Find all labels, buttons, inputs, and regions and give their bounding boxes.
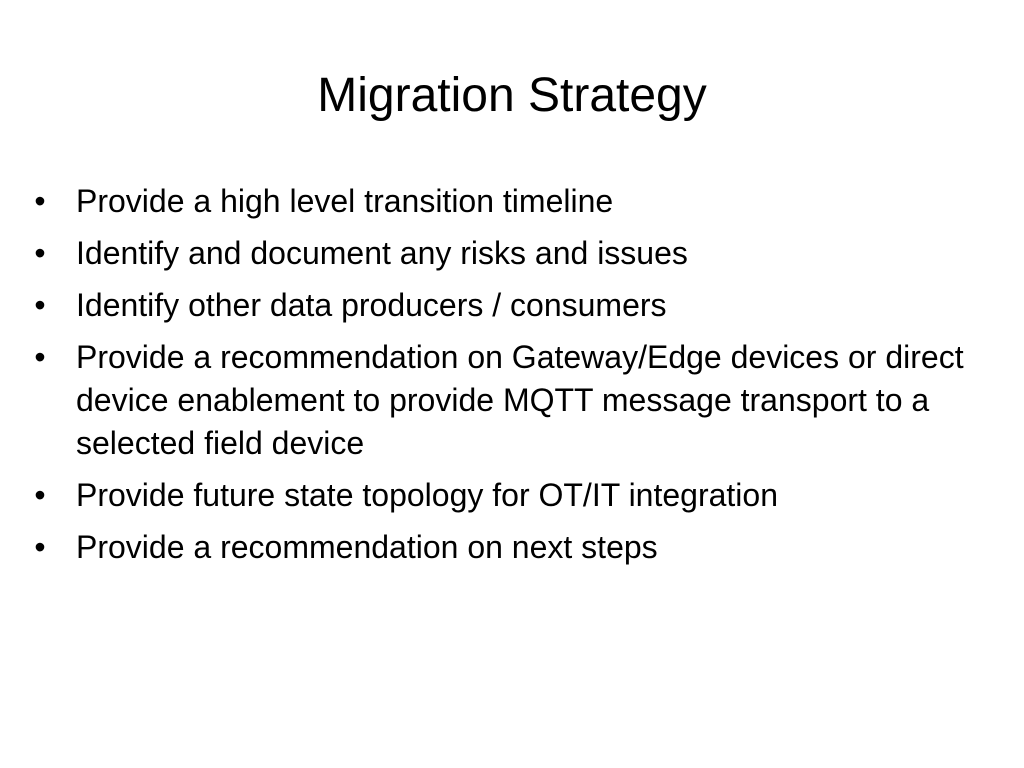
bullet-text: Provide a recommendation on Gateway/Edge devices or direct device enablement to provide MQTT message transport to a selected field device	[76, 339, 964, 461]
bullet-item	[30, 474, 990, 517]
bullet-text: Provide a high level transition timeline	[76, 183, 614, 219]
bullet-item	[30, 526, 990, 569]
bullet-item	[30, 180, 990, 223]
bullet-marker: •	[34, 183, 46, 219]
bullet-item	[30, 284, 990, 327]
bullet-list	[30, 180, 990, 578]
bullet-text: Identify other data producers / consumers	[76, 287, 667, 323]
bullet-text: Identify and document any risks and issues	[76, 235, 688, 271]
bullet-marker: •	[34, 339, 46, 375]
slide-title: Migration Strategy	[317, 69, 707, 122]
bullet-text: Provide a recommendation on next steps	[76, 529, 658, 565]
bullet-marker: •	[34, 477, 46, 513]
bullet-marker: •	[34, 529, 46, 565]
bullet-marker: •	[34, 287, 46, 323]
bullet-item	[30, 232, 990, 275]
bullet-text: Provide future state topology for OT/IT integration	[76, 477, 778, 513]
bullet-marker: •	[34, 235, 46, 271]
bullet-item	[30, 336, 990, 465]
